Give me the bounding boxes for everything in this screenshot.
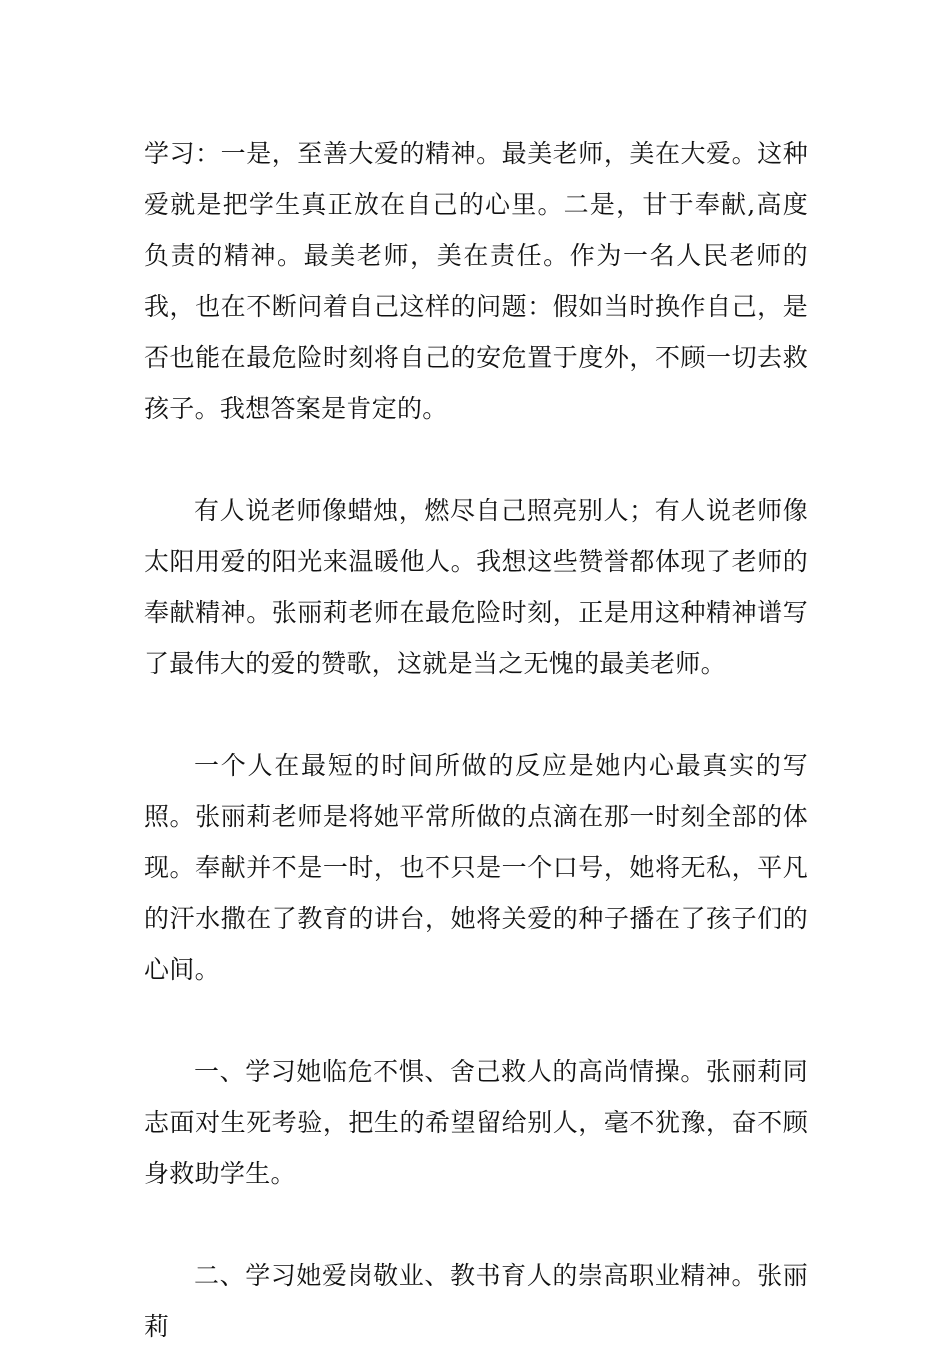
paragraph-5: 二、学习她爱岗敬业、教书育人的崇高职业精神。张丽莉 (144, 1261, 808, 1341)
paragraph-3: 一个人在最短的时间所做的反应是她内心最真实的写照。张丽莉老师是将她平常所做的点滴在那一时刻全部的体现。奉献并不是一时，也不只是一个口号，她将无私，平凡的汗水撒在了教育的讲台，她将关爱的种子播在了孩子们的心间。 (144, 751, 808, 984)
paragraph-2: 有人说老师像蜡烛，燃尽自己照亮别人；有人说老师像太阳用爱的阳光来温暖他人。我想这些赞誉都体现了老师的奉献精神。张丽莉老师在最危险时刻，正是用这种精神谱写了最伟大的爱的赞歌，这就是当之无愧的最美老师。 (144, 496, 808, 678)
paragraph-1: 学习：一是，至善大爱的精神。最美老师，美在大爱。这种爱就是把学生真正放在自己的心里。二是，甘于奉献,高度负责的精神。最美老师，美在责任。作为一名人民老师的我，也在不断问着自己这样的问题：假如当时换作自己，是否也能在最危险时刻将自己的安危置于度外，不顾一切去救孩子。我想答案是肯定的。 (144, 139, 808, 423)
paragraph-4: 一、学习她临危不惧、舍己救人的高尚情操。张丽莉同志面对生死考验，把生的希望留给别人，毫不犹豫，奋不顾身救助学生。 (144, 1057, 808, 1188)
document-body (144, 128, 808, 1352)
